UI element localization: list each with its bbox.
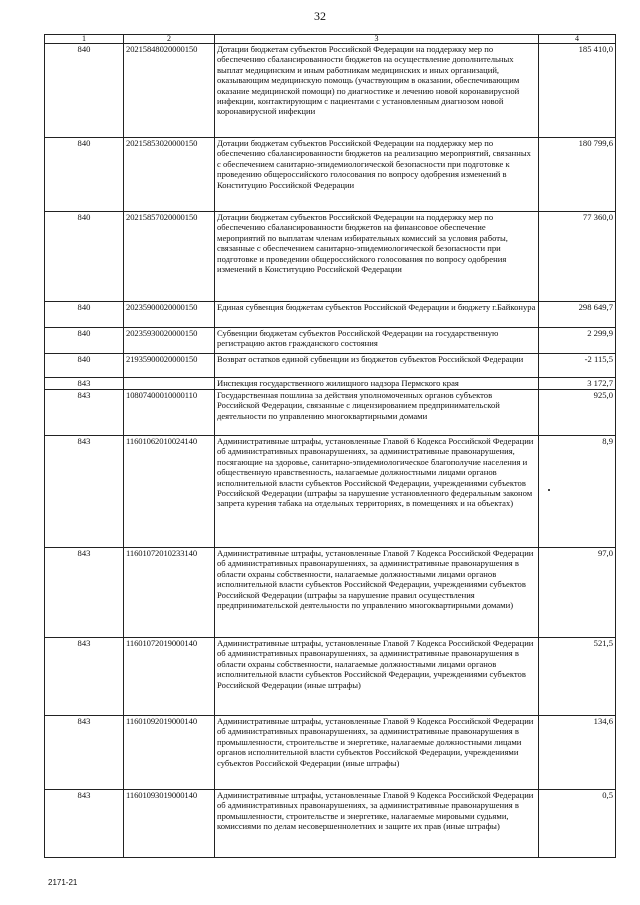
table-row	[45, 354, 616, 378]
table-row	[45, 212, 616, 302]
amount-cell: 925,0	[539, 390, 616, 436]
column-header-3: 3	[215, 35, 539, 44]
revenue-name-cell: Государственная пошлина за действия уполномоченных органов субъектов Российской Федерации, связанные с лицензированием предпринимательской деятельности по управлению многоквартирными домами	[215, 390, 539, 436]
revenue-code-cell: 11601092019000140	[124, 716, 215, 790]
revenue-code-cell: 20235930020000150	[124, 328, 215, 354]
revenue-name-cell: Административные штрафы, установленные Главой 7 Кодекса Российской Федерации об административных правонарушениях, за административные правонарушения в области охраны собственности, налагаемые должностными лицами органов исполнительной власти субъектов Российской Федерации, учреждениями субъектов Российской Федерации (штрафы за нарушение правил осуществления предпринимательской деятельности по управлению многоквартирными домами)	[215, 548, 539, 638]
amount-cell: 8,9	[539, 436, 616, 548]
table-row	[45, 302, 616, 328]
revenue-name-cell: Субвенции бюджетам субъектов Российской Федерации на государственную регистрацию актов гражданского состояния	[215, 328, 539, 354]
admin-code-cell: 840	[45, 44, 124, 138]
table-row	[45, 44, 616, 138]
admin-code-cell: 843	[45, 790, 124, 858]
column-header-2: 2	[124, 35, 215, 44]
table-row	[45, 138, 616, 212]
amount-cell: 0,5	[539, 790, 616, 858]
table-row	[45, 638, 616, 716]
column-header-4: 4	[539, 35, 616, 44]
revenue-name-cell: Административные штрафы, установленные Главой 6 Кодекса Российской Федерации об административных правонарушениях, за административные правонарушения, посягающие на здоровье, санитарно-эпидемиологическое благополучие населения и общественную нравственность, налагаемые должностными лицами органов исполнительной власти субъектов Российской Федерации, учреждениями субъектов Российской Федерации (штрафы за нарушение установленного федеральным законом запрета курения табака на отдельных территориях, в помещениях и на объектах)	[215, 436, 539, 548]
table-row	[45, 716, 616, 790]
amount-cell: -2 115,5	[539, 354, 616, 378]
table-row	[45, 436, 616, 548]
admin-code-cell: 840	[45, 138, 124, 212]
revenue-code-cell: 21935900020000150	[124, 354, 215, 378]
revenue-name-cell: Возврат остатков единой субвенции из бюджетов субъектов Российской Федерации	[215, 354, 539, 378]
revenue-code-cell: 11601062010024140	[124, 436, 215, 548]
revenue-name-cell: Дотации бюджетам субъектов Российской Федерации на поддержку мер по обеспечению сбалансированности бюджетов на финансовое обеспечение мероприятий по выплатам членам избирательных комиссий за условия работы, связанные с обеспечением санитарно-эпидемиологической безопасности при подготовке и проведении общероссийского голосования по вопросу одобрения изменений в Конституцию Российской Федерации	[215, 212, 539, 302]
column-number-row	[45, 35, 616, 44]
revenue-name-cell: Административные штрафы, установленные Главой 9 Кодекса Российской Федерации об административных правонарушениях, за административные правонарушения в промышленности, строительстве и энергетике, налагаемые должностными лицами органов исполнительной власти субъектов Российской Федерации, учреждениями субъектов Российской Федерации (иные штрафы)	[215, 716, 539, 790]
table-row	[45, 390, 616, 436]
admin-code-cell: 843	[45, 638, 124, 716]
revenue-code-cell: 11601072019000140	[124, 638, 215, 716]
revenue-code-cell: 20235900020000150	[124, 302, 215, 328]
revenue-name-cell: Инспекция государственного жилищного надзора Пермского края	[215, 378, 539, 390]
admin-code-cell: 840	[45, 212, 124, 302]
revenue-code-cell: 20215848020000150	[124, 44, 215, 138]
admin-code-cell: 843	[45, 436, 124, 548]
revenue-name-cell: Административные штрафы, установленные Главой 9 Кодекса Российской Федерации об административных правонарушениях, за административные правонарушения в промышленности, строительстве и энергетике, налагаемые мировыми судьями, комиссиями по делам несовершеннолетних и защите их прав (иные штрафы)	[215, 790, 539, 858]
table-row	[45, 790, 616, 858]
table-row	[45, 548, 616, 638]
revenue-name-cell: Дотации бюджетам субъектов Российской Федерации на поддержку мер по обеспечению сбалансированности бюджетов на реализацию мероприятий, связанных с обеспечением санитарно-эпидемиологической безопасности при подготовке к проведению общероссийского голосования по вопросу одобрения изменений в Конституцию Российской Федерации	[215, 138, 539, 212]
admin-code-cell: 843	[45, 390, 124, 436]
budget-revenue-table	[44, 34, 616, 858]
admin-code-cell: 843	[45, 716, 124, 790]
revenue-name-cell: Административные штрафы, установленные Главой 7 Кодекса Российской Федерации об административных правонарушениях, за административные правонарушения в области охраны собственности, налагаемые должностными лицами органов исполнительной власти субъектов Российской Федерации, учреждениями субъектов Российской Федерации (иные штрафы)	[215, 638, 539, 716]
revenue-name-cell: Единая субвенция бюджетам субъектов Российской Федерации и бюджету г.Байконура	[215, 302, 539, 328]
revenue-code-cell: 10807400010000110	[124, 390, 215, 436]
revenue-code-cell	[124, 378, 215, 390]
revenue-code-cell: 20215857020000150	[124, 212, 215, 302]
admin-code-cell: 840	[45, 354, 124, 378]
table-body	[45, 44, 616, 858]
amount-cell: 77 360,0	[539, 212, 616, 302]
table-row	[45, 378, 616, 390]
revenue-code-cell: 11601072010233140	[124, 548, 215, 638]
amount-cell: 180 799,6	[539, 138, 616, 212]
column-header-1: 1	[45, 35, 124, 44]
admin-code-cell: 843	[45, 378, 124, 390]
amount-cell: 97,0	[539, 548, 616, 638]
amount-cell: 3 172,7	[539, 378, 616, 390]
revenue-code-cell: 20215853020000150	[124, 138, 215, 212]
document-code: 2171-21	[48, 878, 78, 887]
amount-cell: 2 299,9	[539, 328, 616, 354]
revenue-code-cell: 11601093019000140	[124, 790, 215, 858]
revenue-name-cell: Дотации бюджетам субъектов Российской Федерации на поддержку мер по обеспечению сбалансированности бюджетов на осуществление дополнительных выплат медицинским и иным работникам медицинских и иных организаций, оказывающим медицинскую помощь (участвующим в оказании, обеспечивающим оказание медицинской помощи) по диагностике и лечению новой коронавирусной инфекции, контактирующим с пациентами с установленным диагнозом новой коронавирусной инфекции	[215, 44, 539, 138]
page-number: 32	[314, 9, 326, 23]
scan-speck	[548, 489, 550, 491]
amount-cell: 298 649,7	[539, 302, 616, 328]
admin-code-cell: 840	[45, 328, 124, 354]
table-row	[45, 328, 616, 354]
amount-cell: 521,5	[539, 638, 616, 716]
amount-cell: 185 410,0	[539, 44, 616, 138]
admin-code-cell: 843	[45, 548, 124, 638]
admin-code-cell: 840	[45, 302, 124, 328]
amount-cell: 134,6	[539, 716, 616, 790]
